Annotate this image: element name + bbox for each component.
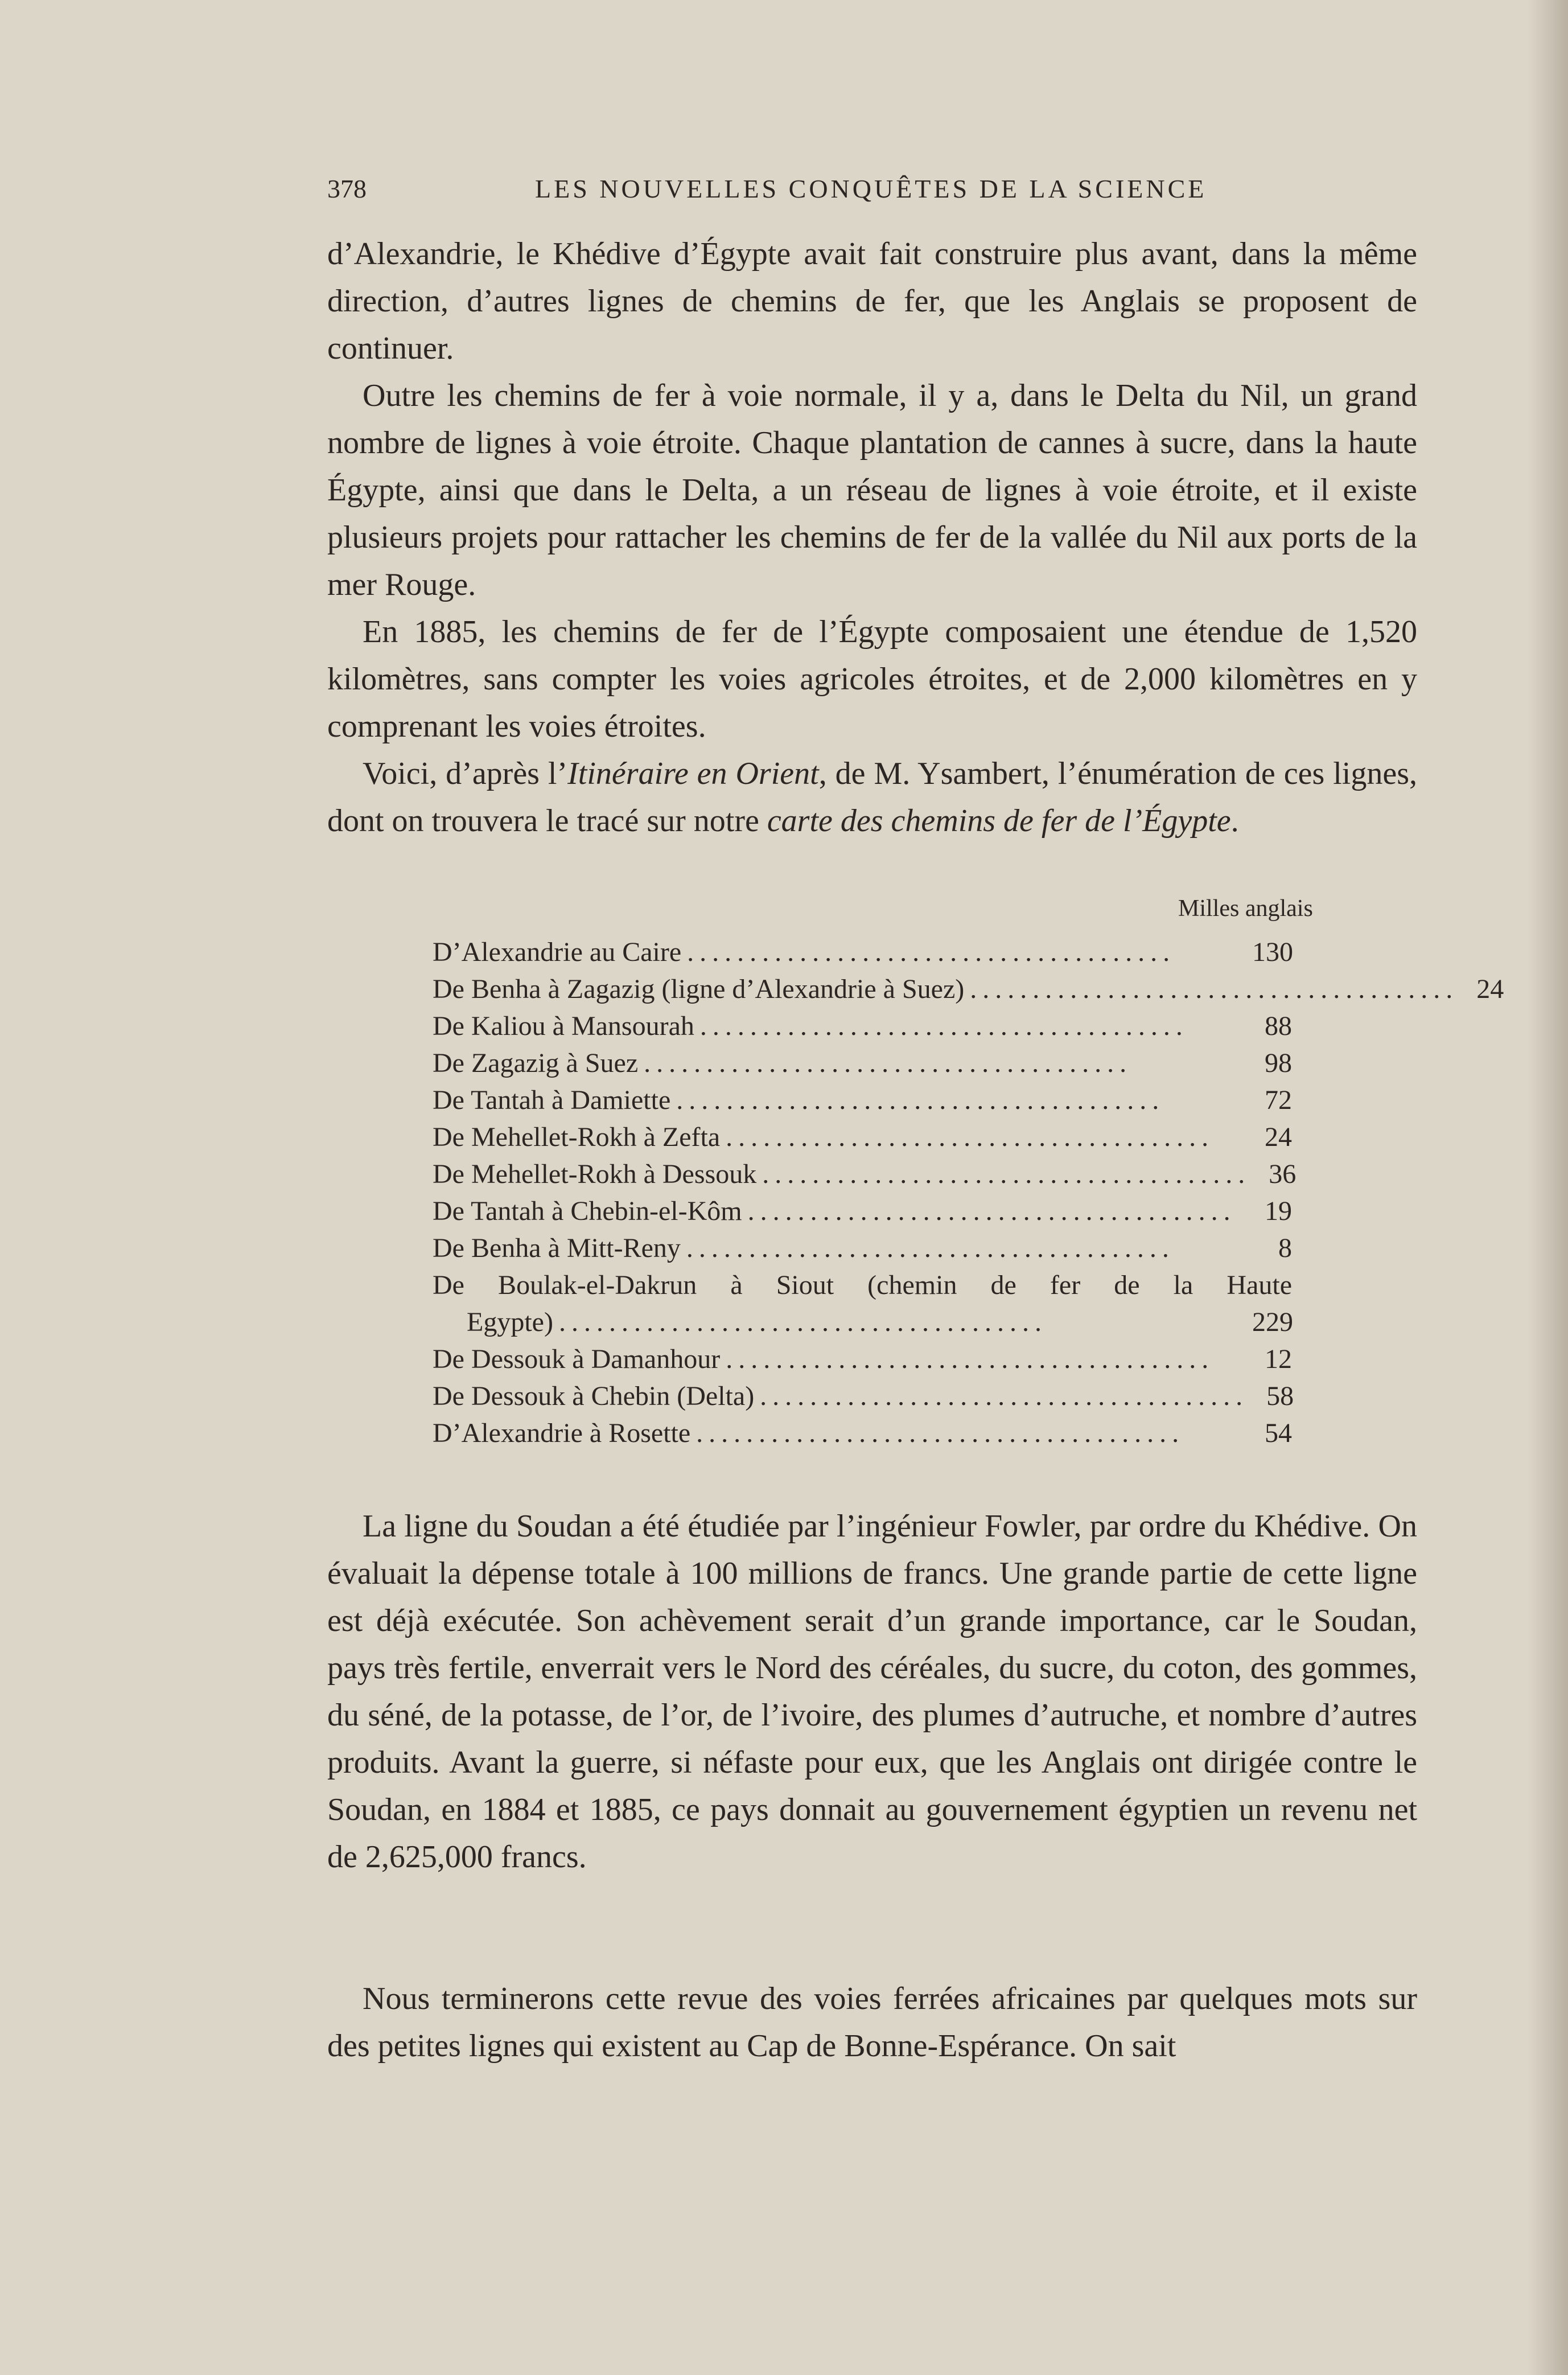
paragraph-cap: Nous terminerons cette revue des voies ferrées africaines par quelques mots sur des petites lignes qui existent au Cap de Bonne-Espérance. On sait [327, 1981, 1417, 2064]
leader-dots: ....................................... [747, 1196, 1236, 1226]
table-row: De Dessouk à Damanhour ....................................... 12 [433, 1344, 1292, 1374]
running-title: LES NOUVELLES CONQUÊTES DE LA SCIENCE [535, 174, 1207, 203]
leader-dots: ....................................... [558, 1307, 1047, 1337]
table-row: De Tantah à Chebin-el-Kôm ....................................... 19 [433, 1196, 1292, 1226]
leader-dots: ....................................... [696, 1418, 1185, 1448]
leader-dots: ....................................... [699, 1011, 1188, 1041]
map-title-italic: carte des chemins de fer de l’Égypte [767, 803, 1231, 839]
table-row: D’Alexandrie au Caire ....................................... 130 [433, 937, 1293, 967]
text-block-cap [327, 1975, 1417, 2070]
text-block-soudan [327, 1503, 1417, 1881]
table-row: De Mehellet-Rokh à Dessouk ....................................... 36 [433, 1159, 1297, 1189]
table-row: De Dessouk à Chebin (Delta) ....................................... 58 [433, 1381, 1294, 1411]
text-block-top [327, 231, 1417, 845]
paragraph-1: d’Alexandrie, le Khédive d’Égypte avait fait construire plus avant, dans la même direction, d’autres lignes de chemins de fer, que les Anglais se proposent de continuer. [327, 236, 1417, 366]
table-row: De Zagazig à Suez ....................................... 98 [433, 1048, 1292, 1078]
leader-dots: ....................................... [970, 974, 1459, 1004]
leader-dots: ....................................... [676, 1085, 1165, 1115]
table-row: De Tantah à Damiette ....................................... 72 [433, 1085, 1292, 1115]
page-header [327, 174, 1392, 213]
railway-lines-table [433, 936, 1504, 1454]
paragraph-4: Voici, d’après l’Itinéraire en Orient, de M. Ysambert, l’énumération de ces lignes, dont on trouvera le tracé sur notre carte des chemins de fer de l’Égypte. [327, 756, 1417, 839]
leader-dots: ....................................... [726, 1344, 1215, 1374]
paragraph-2: Outre les chemins de fer à voie normale, il y a, dans le Delta du Nil, un grand nombre de lignes à voie étroite. Chaque plantation de cannes à sucre, dans la haute Égypte, ainsi que dans le Delta, a un réseau de lignes à voie étroite, et il existe plusieurs projets pour rattacher les chemins de fer de la vallée du Nil aux ports de la mer Rouge. [327, 378, 1417, 602]
table-row-multiline: De Boulak-el-Dakrun à Siout (chemin de fer de la Haute [433, 1270, 1292, 1300]
leader-dots: ....................................... [644, 1048, 1133, 1078]
table-row: Egypte) ....................................... 229 [467, 1307, 1293, 1337]
paragraph-soudan: La ligne du Soudan a été étudiée par l’ingénieur Fowler, par ordre du Khédive. On évaluait la dépense totale à 100 millions de francs. Une grande partie de cette ligne est déjà exécutée. Son achèvement serait d’un grande importance, car le Soudan, pays très fertile, enverrait vers le Nord des céréales, du sucre, du coton, des gommes, du séné, de la potasse, de l’or, de l’ivoire, des plumes d’autruche, et nombre d’autres produits. Avant la guerre, si néfaste pour eux, que les Anglais ont dirigée contre le Soudan, en 1884 et 1885, ce pays donnait au gouvernement égyptien un revenu net de 2,625,000 francs. [327, 1509, 1417, 1875]
table-row: De Benha à Mitt-Reny ....................................... 8 [433, 1233, 1292, 1263]
leader-dots: ....................................... [762, 1159, 1251, 1189]
table-row: De Kaliou à Mansourah ....................................... 88 [433, 1011, 1292, 1041]
leader-dots: ....................................... [726, 1122, 1215, 1152]
leader-dots: ....................................... [760, 1381, 1249, 1411]
table-units-header: Milles anglais [1178, 895, 1313, 922]
book-title-italic: Itinéraire en Orient [567, 756, 819, 791]
leader-dots: ....................................... [687, 937, 1176, 967]
table-row: D’Alexandrie à Rosette ....................................... 54 [433, 1418, 1292, 1448]
leader-dots: ....................................... [686, 1233, 1175, 1263]
paragraph-3: En 1885, les chemins de fer de l’Égypte composaient une étendue de 1,520 kilomètres, sans compter les voies agricoles étroites, et de 2,000 kilomètres en y comprenant les voies étroites. [327, 614, 1417, 744]
table-row: De Mehellet-Rokh à Zefta ....................................... 24 [433, 1122, 1292, 1152]
page-number: 378 [327, 174, 367, 203]
table-row: De Benha à Zagazig (ligne d’Alexandrie à Suez) ....................................... 24 [433, 974, 1504, 1004]
